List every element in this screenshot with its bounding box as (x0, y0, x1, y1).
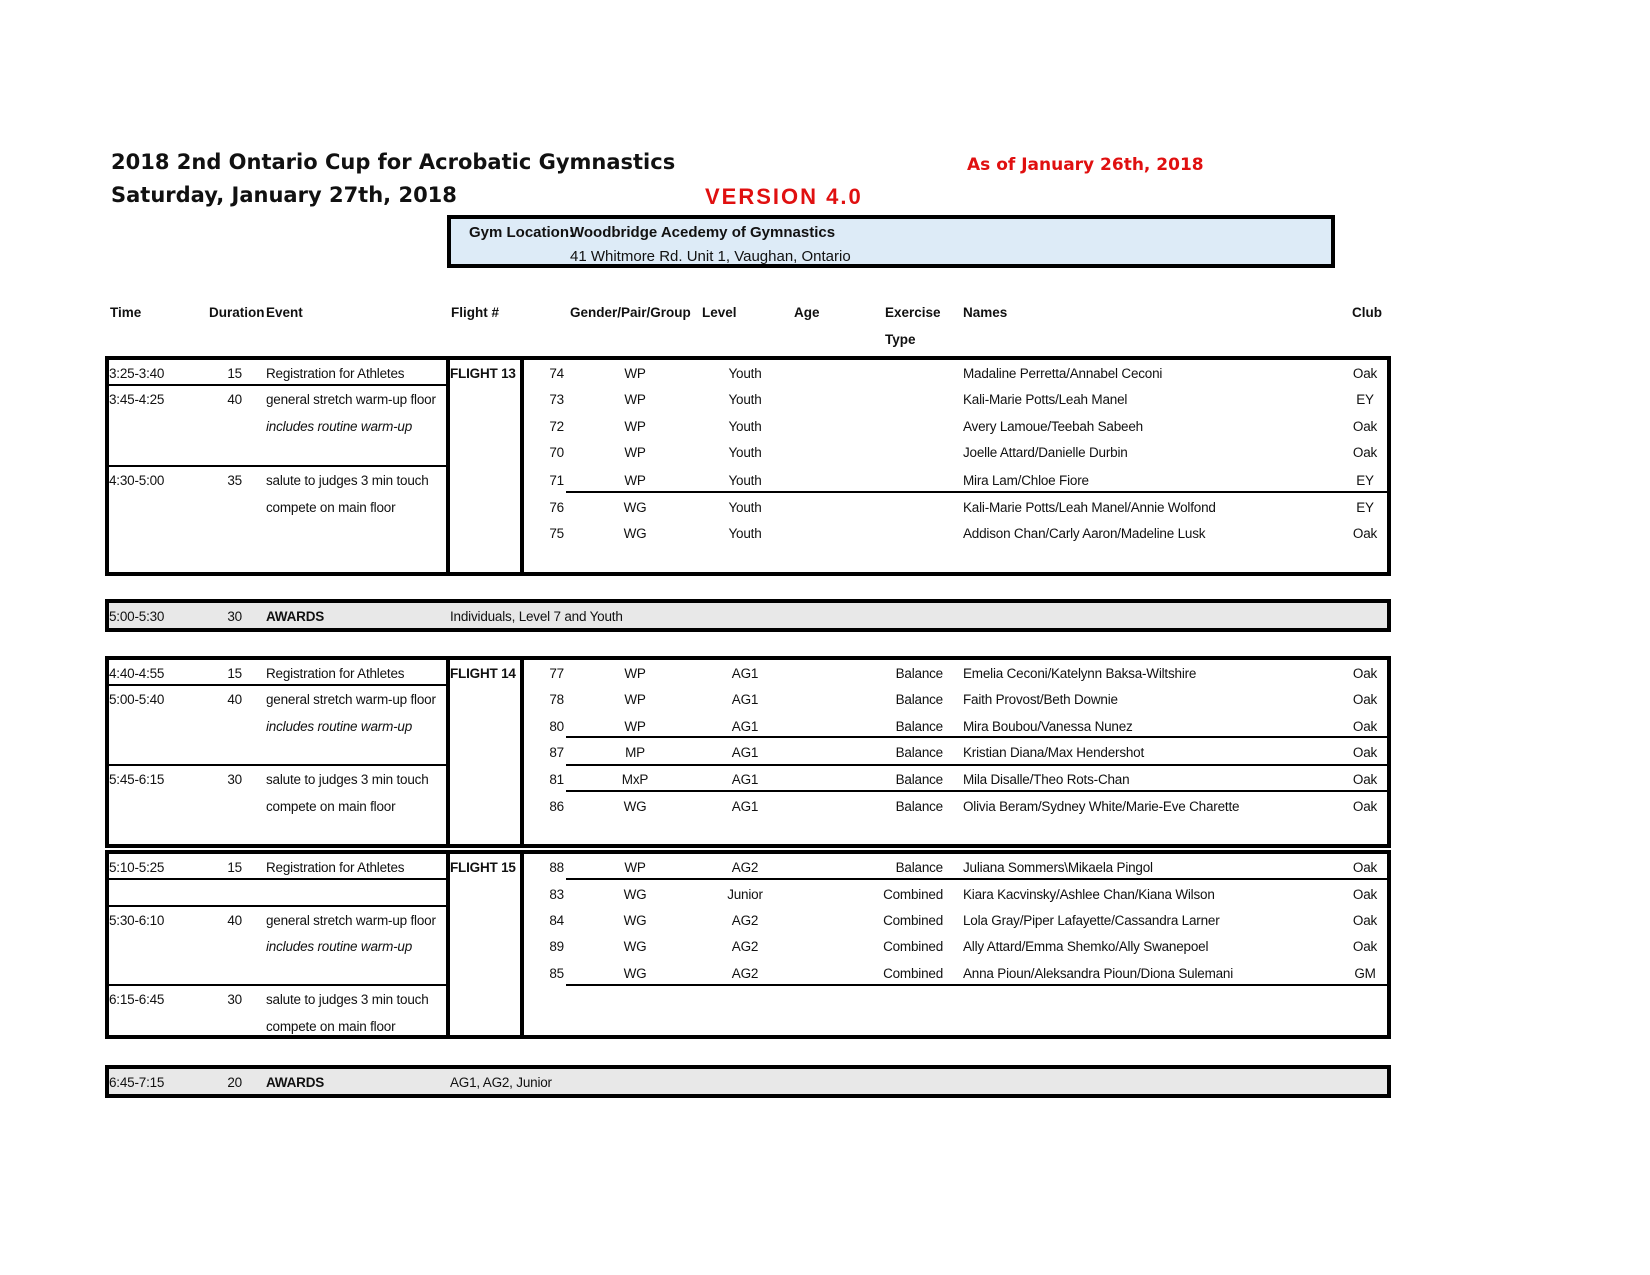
flight-14-schedule-rule (105, 764, 450, 766)
entry-club: Oak (1352, 526, 1378, 541)
event-date: Saturday, January 27th, 2018 (111, 183, 457, 207)
entry-gender: WP (624, 719, 646, 734)
entry-club: EY (1356, 473, 1374, 488)
entry-names: Mira Boubou/Vanessa Nunez (963, 719, 1133, 734)
flight-15-schedule-rule (105, 878, 450, 880)
flight-14-entry-rule (566, 736, 1389, 738)
flight-15-schedule-rule (105, 905, 450, 907)
schedule-event: salute to judges 3 min touch (266, 473, 429, 488)
entry-exercise: Combined (883, 966, 943, 981)
entry-exercise: Balance (895, 772, 943, 787)
entry-names: Lola Gray/Piper Lafayette/Cassandra Larner (963, 913, 1220, 928)
entry-exercise: Combined (883, 913, 943, 928)
entry-gender: WG (623, 500, 647, 515)
entry-exercise: Combined (883, 887, 943, 902)
schedule-event-note: includes routine warm-up (266, 939, 413, 954)
flight-15-entry-rule (566, 878, 1389, 880)
entry-club: Oak (1352, 419, 1378, 434)
entry-exercise: Balance (895, 799, 943, 814)
header-club: Club (1352, 305, 1382, 320)
entry-level: Youth (728, 500, 762, 515)
awards-details: Individuals, Level 7 and Youth (450, 609, 623, 624)
schedule-duration: 30 (227, 772, 242, 787)
entry-club: GM (1354, 966, 1376, 981)
entry-level: AG2 (731, 860, 759, 875)
flight-15-divider-right (520, 850, 524, 1039)
entry-gender: WP (624, 666, 646, 681)
schedule-duration: 15 (227, 366, 242, 381)
entry-exercise: Balance (895, 745, 943, 760)
entry-level: AG1 (731, 719, 759, 734)
schedule-duration: 35 (227, 473, 242, 488)
schedule-duration: 40 (227, 392, 242, 407)
schedule-time: 5:10-5:25 (109, 860, 165, 875)
entry-club: Oak (1352, 913, 1378, 928)
header-level: Level (702, 305, 737, 320)
entry-number: 75 (549, 526, 564, 541)
awards-duration: 30 (227, 609, 242, 624)
entry-gender: WP (624, 445, 646, 460)
entry-number: 72 (549, 419, 564, 434)
entry-level: AG2 (731, 913, 759, 928)
entry-number: 76 (549, 500, 564, 515)
entry-club: Oak (1352, 692, 1378, 707)
entry-names: Anna Pioun/Aleksandra Pioun/Diona Sulemani (963, 966, 1234, 981)
schedule-event: salute to judges 3 min touch (266, 992, 429, 1007)
entry-gender: WG (623, 799, 647, 814)
schedule-time: 5:30-6:10 (109, 913, 165, 928)
entry-exercise: Balance (895, 666, 943, 681)
entry-level: AG2 (731, 939, 759, 954)
entry-club: Oak (1352, 772, 1378, 787)
entry-level: Junior (727, 887, 763, 902)
as-of-date: As of January 26th, 2018 (967, 155, 1204, 175)
gym-location-box (447, 215, 1335, 268)
awards-label: AWARDS (266, 609, 325, 624)
entry-number: 73 (549, 392, 564, 407)
entry-exercise: Balance (895, 860, 943, 875)
entry-level: AG1 (731, 666, 759, 681)
schedule-event-note: compete on main floor (266, 1019, 396, 1034)
schedule-time: 3:25-3:40 (109, 366, 165, 381)
header-time: Time (110, 305, 142, 320)
schedule-event-note: compete on main floor (266, 500, 396, 515)
entry-names: Ally Attard/Emma Shemko/Ally Swanepoel (963, 939, 1209, 954)
entry-gender: MP (625, 745, 645, 760)
entry-gender: WP (624, 692, 646, 707)
entry-club: Oak (1352, 860, 1378, 875)
schedule-duration: 15 (227, 860, 242, 875)
flight-13-schedule-rule (105, 384, 450, 386)
entry-club: Oak (1352, 745, 1378, 760)
schedule-event-note: compete on main floor (266, 799, 396, 814)
entry-gender: WP (624, 860, 646, 875)
awards-time: 5:00-5:30 (109, 609, 165, 624)
header-age: Age (794, 305, 820, 320)
schedule-time: 3:45-4:25 (109, 392, 165, 407)
flight-15-schedule-rule (105, 984, 450, 986)
entry-level: Youth (728, 366, 762, 381)
flight-15-label: FLIGHT 15 (450, 860, 516, 875)
flight-14-entry-rule (566, 790, 1389, 792)
entry-number: 81 (549, 772, 564, 787)
entry-number: 78 (549, 692, 564, 707)
entry-number: 80 (549, 719, 564, 734)
entry-number: 86 (549, 799, 564, 814)
entry-number: 77 (549, 666, 564, 681)
entry-club: EY (1356, 392, 1374, 407)
schedule-event: general stretch warm-up floor (266, 913, 436, 928)
schedule-time: 6:15-6:45 (109, 992, 165, 1007)
entry-number: 89 (549, 939, 564, 954)
entry-club: Oak (1352, 939, 1378, 954)
schedule-time: 4:40-4:55 (109, 666, 165, 681)
entry-level: AG1 (731, 692, 759, 707)
entry-gender: WP (624, 392, 646, 407)
entry-exercise: Combined (883, 939, 943, 954)
entry-club: Oak (1352, 445, 1378, 460)
entry-level: AG2 (731, 966, 759, 981)
schedule-event: Registration for Athletes (266, 860, 405, 875)
entry-club: Oak (1352, 366, 1378, 381)
entry-number: 74 (549, 366, 564, 381)
flight-13-divider-right (520, 356, 524, 576)
entry-level: Youth (728, 419, 762, 434)
entry-club: Oak (1352, 666, 1378, 681)
entry-names: Mila Disalle/Theo Rots-Chan (963, 772, 1130, 787)
page-title: 2018 2nd Ontario Cup for Acrobatic Gymnastics (111, 150, 676, 174)
entry-exercise: Balance (895, 719, 943, 734)
schedule-time: 5:00-5:40 (109, 692, 165, 707)
schedule-event-note: includes routine warm-up (266, 419, 413, 434)
schedule-time: 5:45-6:15 (109, 772, 165, 787)
header-names: Names (963, 305, 1008, 320)
entry-names: Madaline Perretta/Annabel Ceconi (963, 366, 1163, 381)
schedule-duration: 30 (227, 992, 242, 1007)
gym-location-label: Gym Location: (469, 224, 575, 241)
entry-names: Mira Lam/Chloe Fiore (963, 473, 1089, 488)
entry-club: Oak (1352, 887, 1378, 902)
header-duration: Duration (209, 305, 265, 320)
schedule-duration: 15 (227, 666, 242, 681)
entry-names: Emelia Ceconi/Katelynn Baksa-Wiltshire (963, 666, 1197, 681)
entry-gender: WG (623, 526, 647, 541)
entry-club: Oak (1352, 799, 1378, 814)
gym-name: Woodbridge Acedemy of Gymnastics (570, 224, 836, 241)
awards-duration: 20 (227, 1075, 242, 1090)
flight-14-schedule-rule (105, 684, 450, 686)
entry-number: 83 (549, 887, 564, 902)
header-flight: Flight # (451, 305, 499, 320)
awards-time: 6:45-7:15 (109, 1075, 165, 1090)
awards-details: AG1, AG2, Junior (450, 1075, 552, 1090)
entry-names: Avery Lamoue/Teebah Sabeeh (963, 419, 1143, 434)
awards-label: AWARDS (266, 1075, 325, 1090)
flight-13-entry-rule (566, 491, 1389, 493)
flight-13-schedule-rule (105, 465, 450, 467)
flight-14-entry-rule (566, 764, 1389, 766)
version-label: VERSION 4.0 (705, 184, 863, 209)
entry-gender: WP (624, 473, 646, 488)
entry-names: Kali-Marie Potts/Leah Manel/Annie Wolfond (963, 500, 1216, 515)
entry-level: AG1 (731, 772, 759, 787)
entry-level: AG1 (731, 745, 759, 760)
entry-names: Joelle Attard/Danielle Durbin (963, 445, 1128, 460)
schedule-event: general stretch warm-up floor (266, 392, 436, 407)
entry-gender: WG (623, 913, 647, 928)
entry-names: Kali-Marie Potts/Leah Manel (963, 392, 1128, 407)
entry-number: 85 (549, 966, 564, 981)
entry-number: 70 (549, 445, 564, 460)
entry-club: EY (1356, 500, 1374, 515)
schedule-time: 4:30-5:00 (109, 473, 165, 488)
entry-names: Addison Chan/Carly Aaron/Madeline Lusk (963, 526, 1206, 541)
gym-address: 41 Whitmore Rd. Unit 1, Vaughan, Ontario (570, 248, 851, 265)
entry-level: AG1 (731, 799, 759, 814)
entry-level: Youth (728, 445, 762, 460)
entry-level: Youth (728, 392, 762, 407)
entry-club: Oak (1352, 719, 1378, 734)
flight-14-label: FLIGHT 14 (450, 666, 516, 681)
entry-exercise: Balance (895, 692, 943, 707)
entry-gender: WG (623, 966, 647, 981)
entry-number: 87 (549, 745, 564, 760)
entry-names: Kristian Diana/Max Hendershot (963, 745, 1145, 760)
flight-15-entry-rule (566, 984, 1389, 986)
header-exercise-type: Type (885, 332, 916, 347)
entry-level: Youth (728, 526, 762, 541)
entry-gender: WP (624, 366, 646, 381)
schedule-event: general stretch warm-up floor (266, 692, 436, 707)
entry-number: 71 (549, 473, 564, 488)
flight-13-label: FLIGHT 13 (450, 366, 516, 381)
schedule-duration: 40 (227, 692, 242, 707)
schedule-event-note: includes routine warm-up (266, 719, 413, 734)
entry-gender: MxP (621, 772, 649, 787)
entry-names: Olivia Beram/Sydney White/Marie-Eve Charette (963, 799, 1240, 814)
entry-level: Youth (728, 473, 762, 488)
entry-names: Kiara Kacvinsky/Ashlee Chan/Kiana Wilson (963, 887, 1215, 902)
flight-14-divider-right (520, 656, 524, 848)
entry-number: 88 (549, 860, 564, 875)
entry-number: 84 (549, 913, 564, 928)
schedule-event: salute to judges 3 min touch (266, 772, 429, 787)
entry-names: Faith Provost/Beth Downie (963, 692, 1118, 707)
schedule-event: Registration for Athletes (266, 366, 405, 381)
entry-names: Juliana Sommers\Mikaela Pingol (963, 860, 1153, 875)
entry-gender: WG (623, 939, 647, 954)
header-exercise: Exercise (885, 305, 941, 320)
entry-gender: WP (624, 419, 646, 434)
header-gender: Gender/Pair/Group (570, 305, 691, 320)
header-event: Event (266, 305, 303, 320)
schedule-duration: 40 (227, 913, 242, 928)
schedule-event: Registration for Athletes (266, 666, 405, 681)
entry-gender: WG (623, 887, 647, 902)
